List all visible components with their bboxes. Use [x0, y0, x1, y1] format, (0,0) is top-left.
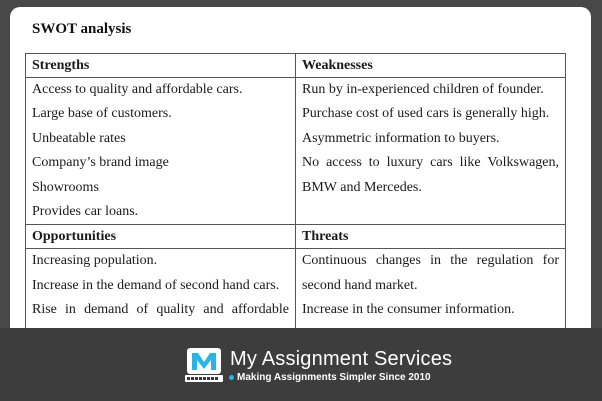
threats-line: second hand market. — [302, 277, 418, 293]
strengths-item: Large base of customers. — [32, 106, 172, 122]
weaknesses-line: Asymmetric information to buyers. — [302, 130, 500, 146]
document-title: SWOT analysis — [32, 21, 132, 37]
weaknesses-line: No access to luxury cars like Volkswagen, — [302, 155, 559, 171]
table-row-header-2 — [26, 225, 566, 249]
brand-tagline — [229, 372, 431, 383]
bullet-dot-icon — [229, 375, 234, 380]
strengths-item: Company’s brand image — [32, 155, 169, 171]
table-row-body-1 — [26, 78, 566, 225]
strengths-item: Unbeatable rates — [32, 130, 126, 146]
weaknesses-line: BMW and Mercedes. — [302, 179, 422, 195]
strengths-item: Showrooms — [32, 179, 99, 195]
swot-table — [25, 53, 566, 348]
tagline-text: Making Assignments Simpler Since 2010 — [237, 372, 431, 383]
strengths-cell — [26, 78, 296, 225]
opportunities-line: Increasing population. — [32, 253, 158, 269]
table-row-header-1 — [26, 54, 566, 78]
opportunities-line: Rise in demand of quality and affordable — [32, 302, 289, 318]
threats-line: Increase in the consumer information. — [302, 302, 515, 318]
weaknesses-cell — [296, 78, 566, 225]
opportunities-header: Opportunities — [26, 225, 296, 249]
threats-header: Threats — [296, 225, 566, 249]
opportunities-line: Increase in the demand of second hand cars. — [32, 277, 280, 293]
brand-name: My Assignment Services — [230, 348, 453, 370]
strengths-item: Access to quality and affordable cars. — [32, 82, 243, 97]
weaknesses-header: Weaknesses — [296, 54, 566, 78]
weaknesses-line: Purchase cost of used cars is generally high. — [302, 106, 550, 122]
document-page — [10, 7, 591, 328]
threats-line: Continuous changes in the regulation for — [302, 253, 559, 269]
strengths-header: Strengths — [26, 54, 296, 78]
strengths-item: Provides car loans. — [32, 203, 139, 219]
weaknesses-line: Run by in-experienced children of founder. — [302, 82, 544, 97]
brand-logo-icon — [184, 346, 224, 386]
